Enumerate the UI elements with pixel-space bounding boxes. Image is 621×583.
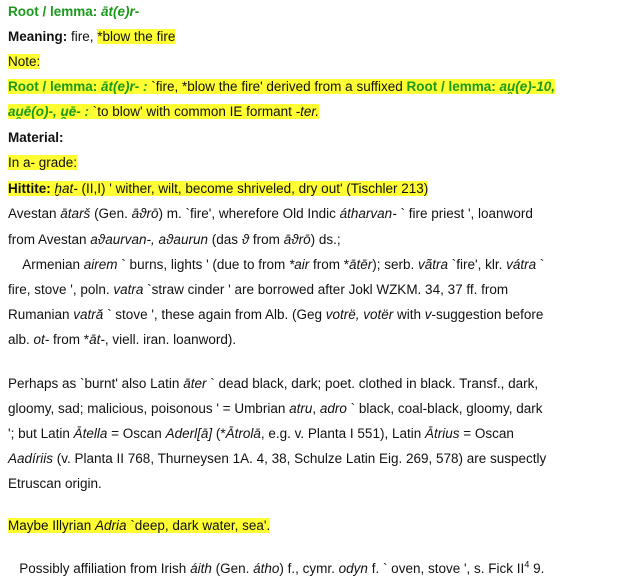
- italic-term: vatră: [73, 307, 104, 322]
- italic-term: áith: [190, 561, 212, 576]
- text-run: `: [536, 257, 545, 272]
- note-line2-form: au̯ē(o)-, u̯ē- :: [8, 104, 89, 119]
- text-run: from *: [49, 332, 90, 347]
- text-run: ) ds.;: [310, 232, 341, 247]
- italic-term: ātēr: [349, 257, 373, 272]
- meaning-plain: fire,: [71, 29, 98, 44]
- avestan-line-2: [8, 231, 341, 249]
- text-run: ` black, coal-black, gloomy, dark: [346, 401, 543, 416]
- superscript: 4: [524, 559, 530, 570]
- italic-term: āϑrō: [283, 232, 311, 247]
- text-run: from: [249, 232, 284, 247]
- illyrian-form: Adria: [95, 518, 127, 533]
- grade-line: [8, 154, 77, 172]
- text-run: `straw cinder ' are borrowed after Jokl WZKM. 34, 37 ff. from: [143, 282, 509, 297]
- armenian-line-4: [8, 331, 236, 349]
- text-run: alb.: [8, 332, 34, 347]
- note-text-1: `fire, *blow the fire' derived from a suffixed: [147, 79, 407, 94]
- italic-term: āϑrō: [131, 206, 159, 221]
- italic-term: atru: [289, 401, 313, 416]
- text-run: Avestan: [8, 206, 61, 221]
- text-run: ` burns, lights ' (due to from: [117, 257, 289, 272]
- hittite-text: (II,I) ' wither, wilt, become shriveled, dry out' (Tischler 213): [77, 181, 429, 196]
- meaning-line: [8, 28, 175, 46]
- root-label: Root / lemma:: [8, 4, 98, 19]
- italic-term: vatra: [113, 282, 144, 297]
- note-root2-label: Root / lemma:: [406, 79, 496, 94]
- illyrian-text: `deep, dark water, sea'.: [126, 518, 271, 533]
- italic-term: Ātella: [73, 426, 108, 441]
- armenian-line-1: [8, 256, 544, 274]
- italic-term: adro: [319, 401, 347, 416]
- note-label: Note:: [8, 54, 41, 69]
- root-form: āt(e)r-: [101, 4, 140, 19]
- text-run: `fire', klr.: [448, 257, 507, 272]
- grade-text: In a- grade:: [8, 155, 78, 170]
- armenian-line-3: [8, 306, 543, 324]
- italic-term: ϑ: [241, 232, 250, 247]
- text-run: from Avestan: [8, 232, 91, 247]
- latin-line-4: [8, 450, 546, 468]
- text-run: (Gen.: [90, 206, 132, 221]
- italic-term: votrë, votër: [325, 307, 394, 322]
- text-run: '; but Latin: [8, 426, 74, 441]
- text-run: ) f., cymr.: [279, 561, 339, 576]
- text-run: (*: [212, 426, 226, 441]
- text-run: Possibly affiliation from Irish: [8, 561, 191, 576]
- italic-term: Aderl[ā]: [165, 426, 213, 441]
- text-run: (v. Planta II 768, Thurneysen 1A. 4, 38, Schulze Latin Eig. 269, 578) are suspectly: [53, 451, 547, 466]
- italic-term: v: [424, 307, 432, 322]
- latin-line-2: [8, 400, 542, 418]
- material-label: Material:: [8, 130, 64, 145]
- illyrian-plain: Maybe Illyrian: [8, 518, 96, 533]
- italic-term: āt-: [89, 332, 105, 347]
- italic-term: Ātrius: [424, 426, 460, 441]
- note-root-form: āt(e)r- :: [101, 79, 148, 94]
- text-run: = Oscan: [107, 426, 166, 441]
- text-run: -suggestion before: [431, 307, 544, 322]
- italic-term: āter: [183, 376, 207, 391]
- note-text-line-1: [8, 78, 555, 96]
- italic-term: vátra: [506, 257, 537, 272]
- text-run: ,: [312, 401, 320, 416]
- italic-term: *air: [288, 257, 310, 272]
- text-run: Etruscan origin.: [8, 476, 102, 491]
- italic-term: airem: [83, 257, 118, 272]
- italic-term: aϑaurvan-, aϑaurun: [90, 232, 208, 247]
- text-run: = Oscan: [459, 426, 514, 441]
- text-run: Armenian: [8, 257, 84, 272]
- text-run: 9.: [529, 561, 545, 576]
- italic-term: átho: [253, 561, 280, 576]
- note-line2-text: `to blow' with common IE formant: [89, 104, 296, 119]
- avestan-line-1: [8, 205, 533, 223]
- text-run: , viell. iran. loanword).: [104, 332, 237, 347]
- text-run: (das: [207, 232, 242, 247]
- text-run: , e.g. v. Planta I 551), Latin: [260, 426, 425, 441]
- text-run: f. ` oven, stove ', s. Fick II: [367, 561, 525, 576]
- latin-line-5: [8, 475, 102, 493]
- italic-term: átharvan-: [339, 206, 397, 221]
- root-heading: [8, 3, 139, 21]
- italic-term: ātarš: [60, 206, 91, 221]
- italic-term: Ātrolā: [225, 426, 261, 441]
- text-run: ) m. `fire', wherefore Old Indic: [158, 206, 340, 221]
- text-run: fire, stove ', poln.: [8, 282, 114, 297]
- meaning-label: Meaning:: [8, 29, 68, 44]
- text-run: ); serb.: [372, 257, 419, 272]
- text-run: Perhaps as `burnt' also Latin: [8, 376, 184, 391]
- note-line2-formant: -ter.: [295, 104, 320, 119]
- irish-line: [8, 560, 544, 578]
- illyrian-line: [8, 517, 270, 535]
- meaning-highlight: *blow the fire: [97, 29, 176, 44]
- text-run: ` stove ', these again from Alb. (Geg: [103, 307, 326, 322]
- text-run: ` fire priest ', loanword: [396, 206, 533, 221]
- text-run: Rumanian: [8, 307, 74, 322]
- note-root-label: Root / lemma:: [8, 79, 98, 94]
- hittite-line: [8, 180, 428, 198]
- hittite-label: Hittite:: [8, 181, 51, 196]
- text-run: gloomy, sad; malicious, poisonous ' = Umbrian: [8, 401, 290, 416]
- note-line: [8, 53, 40, 71]
- armenian-line-2: [8, 281, 508, 299]
- italic-term: ot-: [33, 332, 50, 347]
- text-run: (Gen.: [211, 561, 254, 576]
- text-run: with: [393, 307, 425, 322]
- note-root2-form: au̯(e)-10,: [499, 79, 556, 94]
- latin-line-3: [8, 425, 514, 443]
- hittite-form: ḫat-: [54, 181, 78, 196]
- italic-term: odyn: [338, 561, 368, 576]
- text-run: from *: [309, 257, 349, 272]
- italic-term: Aadíriis: [8, 451, 54, 466]
- material-line: [8, 129, 64, 147]
- text-run: ` dead black, dark; poet. clothed in black. Transf., dark,: [206, 376, 539, 391]
- note-text-line-2: [8, 103, 319, 121]
- latin-line-1: [8, 375, 538, 393]
- italic-term: vãtra: [418, 257, 449, 272]
